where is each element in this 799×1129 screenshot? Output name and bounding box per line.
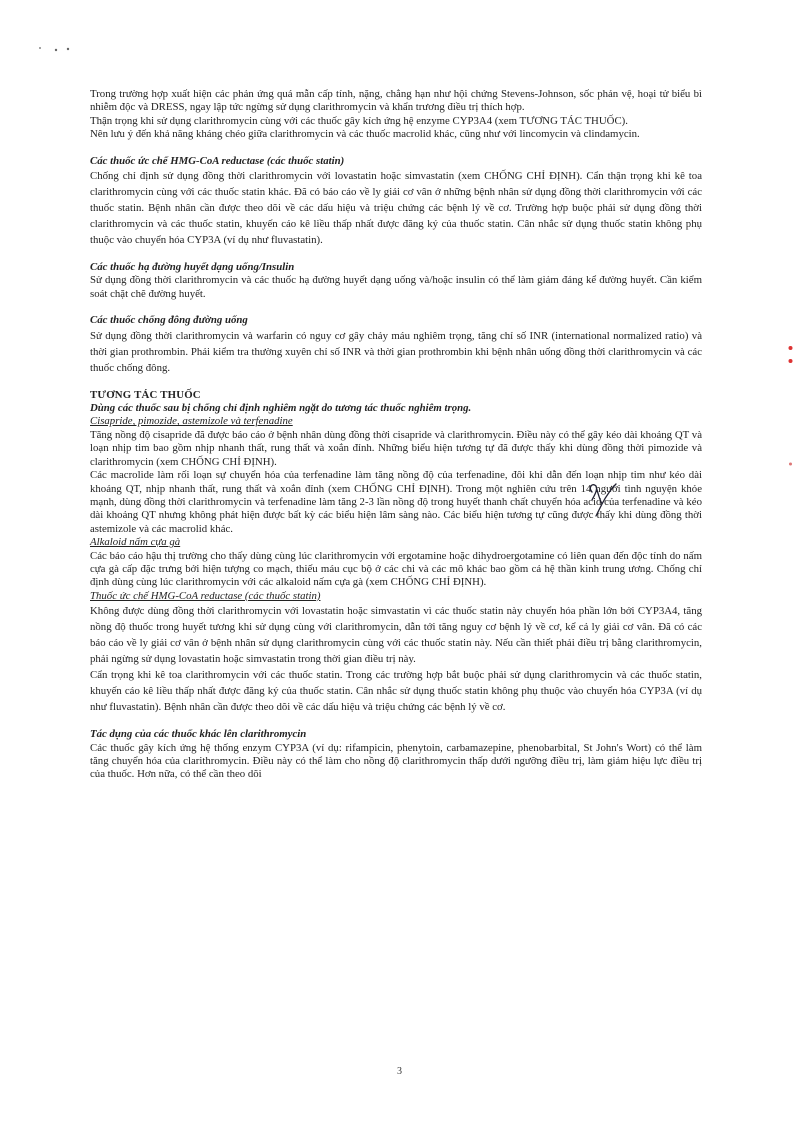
interactions-heading: TƯƠNG TÁC THUỐC [90, 388, 201, 401]
anticoagulant-text: Sử dụng đồng thời clarithromycin và warfarin có nguy cơ gây chảy máu nghiêm trọng, tăng chỉ số INR (international normalized ratio) và thời gian prothrombin. Phải kiểm tra thường xuyên chỉ số INR và thời gian prothrombin khi bệnh nhân uống đồng thời clarithromycin và các thuốc chống đông. [90, 329, 702, 374]
scan-speckle-marks [36, 44, 76, 54]
other-drugs-text: Các thuốc gây kích ứng hệ thống enzym CYP3A (ví dụ: rifampicin, phenytoin, carbamazepine, phenobarbital, St John's Wort) có thể làm tăng chuyển hóa của clarithromycin. Điều này có thể làm cho nồng độ clarithromycin thấp dưới ngưỡng điều trị, làm giảm hiệu lực điều trị của thuốc. Hơn nữa, có thể cần theo dõi [90, 741, 702, 781]
intro-paragraph-2: Thận trọng khi sử dụng clarithromycin cùng với các thuốc gây kích ứng hệ enzyme CYP3A4 (xem TƯƠNG TÁC THUỐC). [90, 114, 628, 127]
interactions-subheading: Dùng các thuốc sau bị chống chỉ định nghiêm ngặt do tương tác thuốc nghiêm trọng. [90, 402, 472, 415]
anticoagulant-heading: Các thuốc chống đông đường uống [90, 314, 248, 327]
edge-mark [788, 358, 793, 364]
hypoglycemic-text: Sử dụng đồng thời clarithromycin và các thuốc hạ đường huyết dạng uống và/hoặc insulin có thể làm giảm đáng kể đường huyết. Cần kiểm soát chặt chẽ đường huyết. [90, 274, 702, 300]
edge-mark [788, 345, 793, 351]
document-page [90, 88, 702, 782]
intro-paragraph-3: Nên lưu ý đến khả năng kháng chéo giữa clarithromycin và các thuốc macrolid khác, cũng như với lincomycin và clindamycin. [90, 128, 640, 141]
statin-interaction-title: Thuốc ức chế HMG-CoA reductase (các thuốc statin) [90, 589, 321, 602]
cisapride-paragraph-1: Tăng nồng độ cisapride đã được báo cáo ở bệnh nhân dùng đồng thời cisapride và clarithromycin. Điều này có thể gây kéo dài khoảng QT và loạn nhịp tim bao gồm nhịp nhanh thất, rung thất và xoắn đỉnh. Những biểu hiện tương tự đã được thấy khi dùng đồng thời pimozide và clarithromycin (xem CHỐNG CHỈ ĐỊNH). [90, 428, 702, 468]
handwritten-signature [586, 478, 620, 518]
statin-interaction-paragraph-2: Cẩn trọng khi kê toa clarithromycin với các thuốc statin. Trong các trường hợp bắt buộc phải sử dụng clarithromycin và các thuốc statin, khuyến cáo kê liều thấp nhất được đăng ký của thuốc statin. Cân nhắc sử dụng thuốc statin không phụ thuộc vào chuyển hóa CYP3A (ví dụ như fluvastatin). Bệnh nhân cần được theo dõi về các dấu hiệu và triệu chứng các bệnh lý về cơ. [90, 669, 702, 714]
ergot-text: Các báo cáo hậu thị trường cho thấy dùng cùng lúc clarithromycin với ergotamine hoặc dihydroergotamine có liên quan đến độc tính do nấm cựa gà cấp đặc trưng bởi hiện tượng co mạch, thiếu máu cục bộ ở các chi và các mô khác bao gồm cả hệ thần kinh trung ương. Chống chỉ định dùng cùng lúc clarithromycin với các alkaloid nấm cựa gà (xem CHỐNG CHỈ ĐỊNH). [90, 549, 702, 589]
intro-paragraph-1: Trong trường hợp xuất hiện các phản ứng quá mẫn cấp tính, nặng, chẳng hạn như hội chứng Stevens-Johnson, sốc phản vệ, hoại tử biểu bì nhiễm độc và DRESS, ngay lập tức ngừng sử dụng clarithromycin và khẩn trương điều trị thích hợp. [90, 88, 702, 114]
cisapride-title: Cisapride, pimozide, astemizole và terfenadine [90, 415, 293, 428]
statin-heading: Các thuốc ức chế HMG-CoA reductase (các thuốc statin) [90, 154, 345, 167]
hypoglycemic-heading: Các thuốc hạ đường huyết dạng uống/Insulin [90, 261, 295, 274]
edge-mark [788, 461, 793, 467]
statin-text: Chống chỉ định sử dụng đồng thời clarithromycin với lovastatin hoặc simvastatin (xem CHỐNG CHỈ ĐỊNH). Cẩn thận trọng khi kê toa clarithromycin cùng với các thuốc statin khác. Đã có báo cáo về ly giải cơ vân ở những bệnh nhân sử dụng đồng thời clarithromycin với các thuốc statin. Bệnh nhân cần được theo dõi về các dấu hiệu và triệu chứng các bệnh lý về cơ. Trường hợp buộc phải sử dụng đồng thời clarithromycin và các thuốc statin, khuyến cáo kê liều thấp nhất được đăng ký của thuốc statin. Cân nhắc sử dụng thuốc statin không phụ thuộc vào chuyển hóa CYP3A (ví dụ như fluvastatin). [90, 170, 702, 247]
other-drugs-heading: Tác dụng của các thuốc khác lên clarithromycin [90, 728, 307, 741]
ergot-title: Alkaloid nấm cựa gà [90, 536, 181, 549]
statin-interaction-paragraph-1: Không được dùng đồng thời clarithromycin với lovastatin hoặc simvastatin vì các thuốc statin này chuyển hóa phần lớn bởi CYP3A4, tăng nồng độ thuốc trong huyết tương khi sử dụng cùng với clarithromycin, dẫn tới tăng nguy cơ bệnh lý về cơ, kể cả ly giải cơ vân. Đã có các báo cáo về ly giải cơ vân ở bệnh nhân sử dụng clarithromycin cùng với các thuốc statin này. Nếu cần thiết phải điều trị bằng clarithromycin, phải ngừng sử dụng lovastatin hoặc simvastatin trong thời gian điều trị này. [90, 605, 702, 666]
cisapride-paragraph-2: Các macrolide làm rối loạn sự chuyển hóa của terfenadine làm tăng nồng độ của terfenadine, đôi khi dẫn đến loạn nhịp tim như kéo dài khoảng QT, nhịp nhanh thất, rung thất và xoắn đỉnh (xem CHỐNG CHỈ ĐỊNH). Trong một nghiên cứu trên 14 người tình nguyện khỏe mạnh, dùng đồng thời clarithromycin và terfenadine làm tăng 2-3 lần nồng độ trong huyết thanh chất chuyển hóa acid của terfenadine và kéo dài khoảng QT nhưng không phát hiện được bất kỳ các biểu hiện lâm sàng nào. Các biểu hiện tương tự cũng được thấy khi dùng đồng thời astemizole và các macrolid khác. [90, 469, 702, 535]
page-number: 3 [397, 1066, 402, 1077]
